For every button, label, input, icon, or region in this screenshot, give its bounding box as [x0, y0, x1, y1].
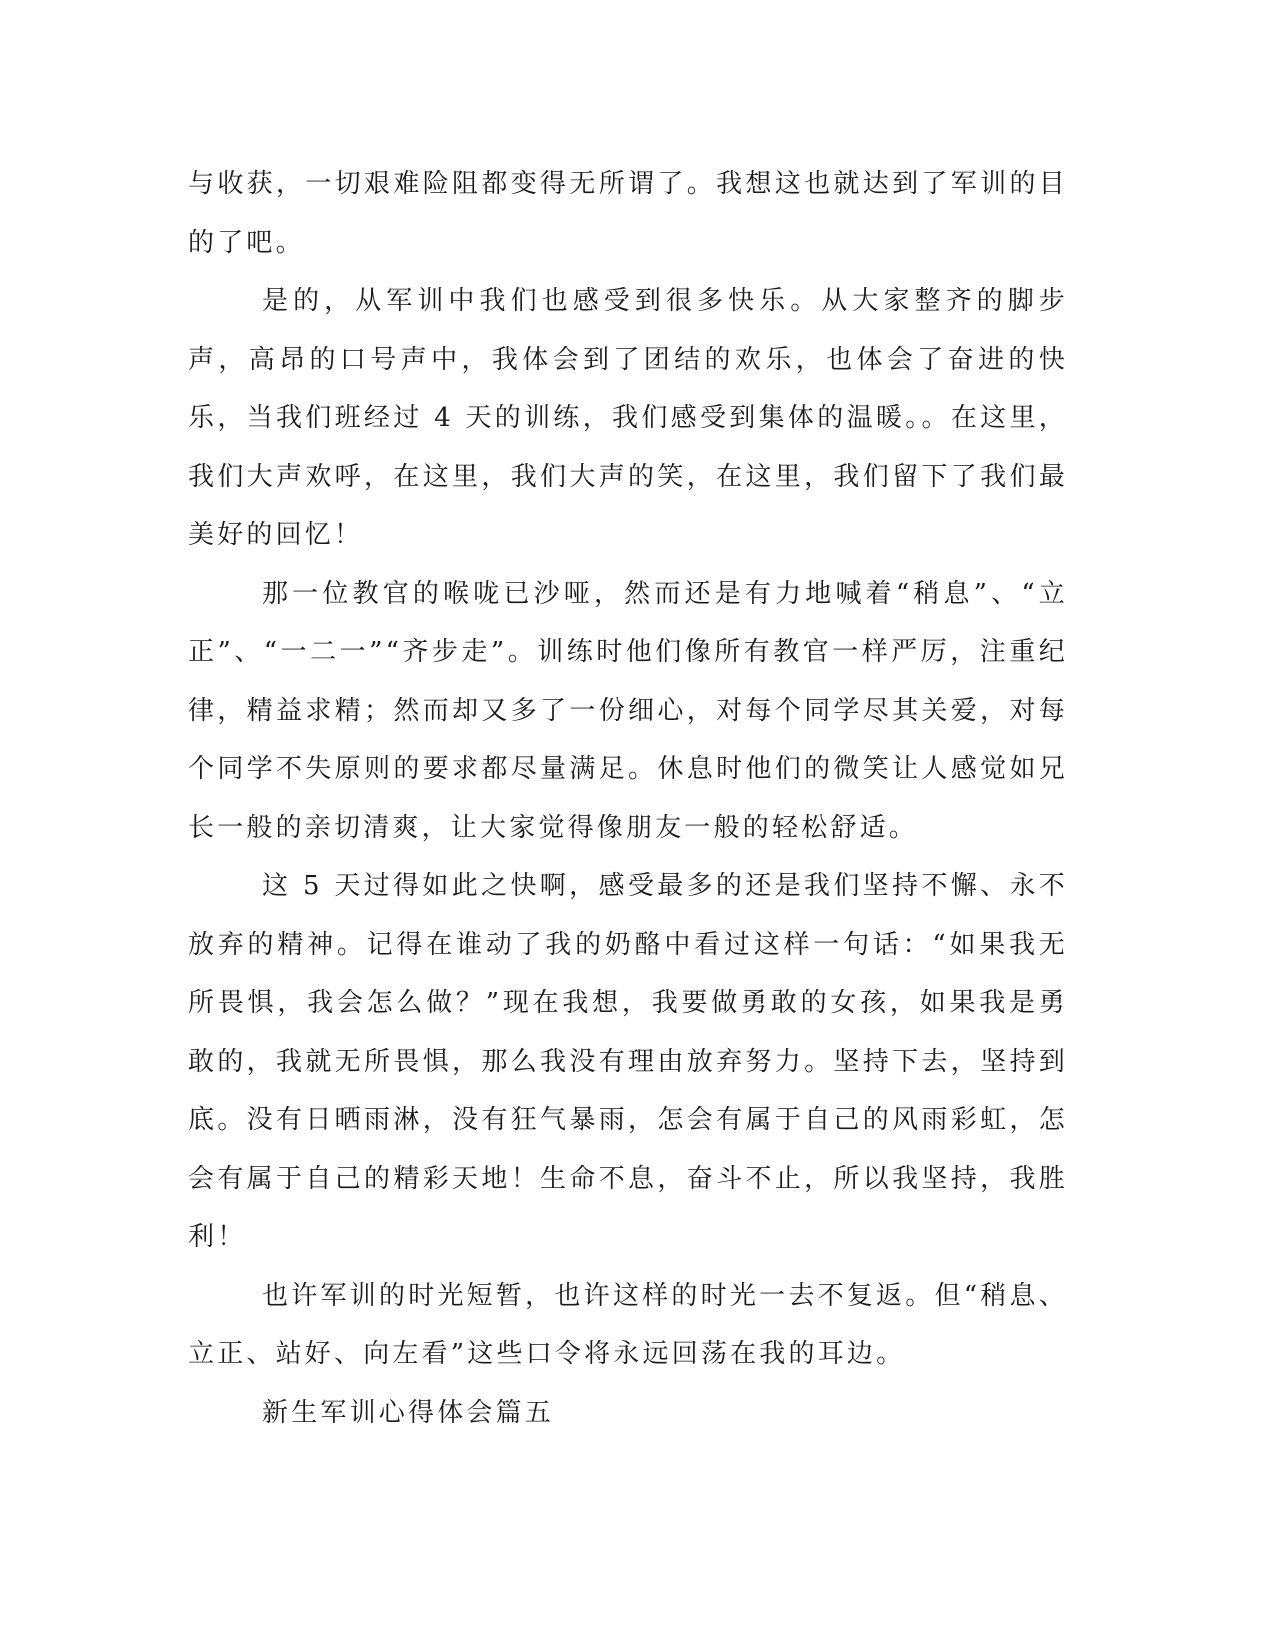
document-body	[188, 155, 1068, 1442]
paragraph-1: 与收获，一切艰难险阻都变得无所谓了。我想这也就达到了军训的目的了吧。	[188, 169, 1068, 258]
paragraph-3: 那一位教官的喉咙已沙哑，然而还是有力地喊着“稍息”、“立正”、“一二一”“齐步走”。训练时他们像所有教官一样严厉，注重纪律，精益求精；然而却又多了一份细心，对每个同学尽其关爱，对每个同学不失原则的要求都尽量满足。休息时他们的微笑让人感觉如兄长一般的亲切清爽，让大家觉得像朋友一般的轻松舒适。	[188, 578, 1068, 843]
paragraph-5: 也许军训的时光短暂，也许这样的时光一去不复返。但“稍息、立正、站好、向左看”这些口令将永远回荡在我的耳边。	[188, 1280, 1068, 1369]
paragraph-4: 这 5 天过得如此之快啊，感受最多的还是我们坚持不懈、永不放弃的精神。记得在谁动了我的奶酪中看过这样一句话：“如果我无所畏惧，我会怎么做？”现在我想，我要做勇敢的女孩，如果我是勇敢的，我就无所畏惧，那么我没有理由放弃努力。坚持下去，坚持到底。没有日晒雨淋，没有狂气暴雨，怎会有属于自己的风雨彩虹，怎会有属于自己的精彩天地！生命不息，奋斗不止，所以我坚持，我胜利！	[188, 871, 1068, 1252]
paragraph-2: 是的，从军训中我们也感受到很多快乐。从大家整齐的脚步声，高昂的口号声中，我体会到了团结的欢乐，也体会了奋进的快乐，当我们班经过 4 天的训练，我们感受到集体的温暖。。在这里，我们大声欢呼，在这里，我们大声的笑，在这里，我们留下了我们最美好的回忆！	[188, 286, 1068, 550]
section-heading: 新生军训心得体会篇五	[262, 1397, 555, 1428]
